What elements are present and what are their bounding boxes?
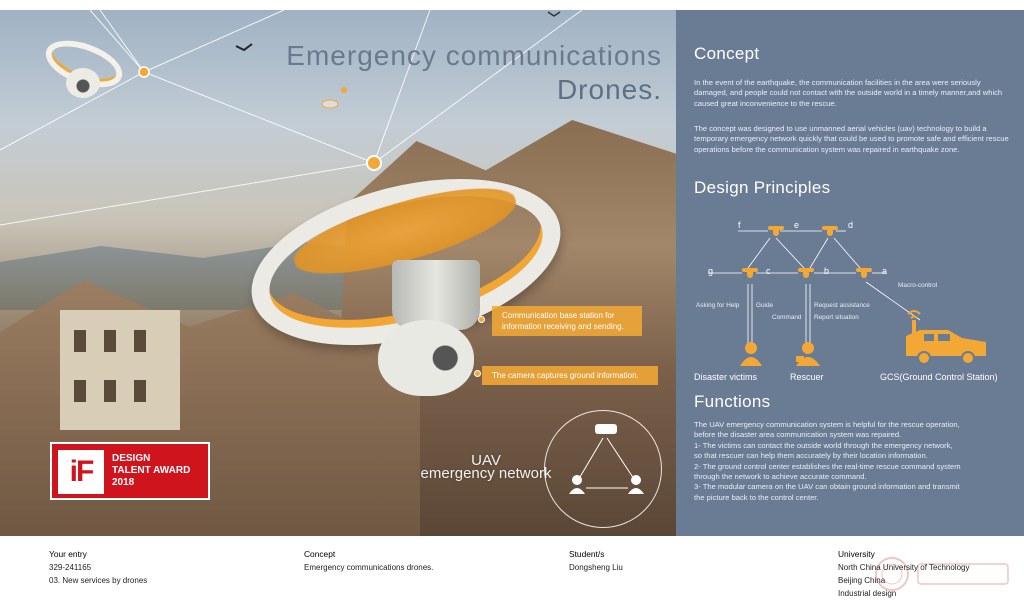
- rescuer-label: Rescuer: [790, 372, 824, 382]
- callout-dot: [478, 316, 485, 323]
- principles-diagram: [676, 210, 1024, 400]
- award-logo: iF: [58, 450, 104, 494]
- node-label-a: a: [882, 266, 888, 276]
- university-line-1: North China University of Technology: [838, 563, 970, 572]
- functions-line: 1- The victims can contact the outside world through the emergency network,: [694, 440, 953, 450]
- hero-image: [0, 10, 676, 536]
- node-label-e: e: [794, 220, 800, 230]
- concept-paragraph-2: The concept was designed to use unmanned aerial vehicles (uav) technology to build a temporary emergency network quickly that could be used to promote safe and efficient rescue operations before the communication system was repaired in earthquake zone.: [694, 124, 1009, 154]
- functions-line: so that rescuer can help them accurately by their location information.: [694, 451, 928, 461]
- functions-line: The UAV emergency communication system is helpful for the rescue operation,: [694, 420, 960, 429]
- bird-icon: [236, 44, 252, 50]
- drone-body: [392, 260, 480, 330]
- command-label: Command: [772, 314, 802, 321]
- entry-category: 03. New services by drones: [49, 576, 148, 585]
- drone-icon: [798, 268, 814, 278]
- functions-line: 3- The modular camera on the UAV can obtain ground information and transmit: [694, 482, 960, 492]
- university-label: University: [838, 549, 875, 559]
- request-assistance-label: Request assistance: [814, 302, 870, 309]
- callout-camera: The camera captures ground information.: [482, 366, 658, 385]
- footer-concept: [304, 548, 433, 574]
- vehicle-icon: [902, 306, 992, 366]
- student-value: Dongsheng Liu: [569, 563, 623, 572]
- watermark-logo: [872, 554, 1020, 594]
- award-line-3: 2018: [112, 477, 135, 488]
- functions-line: through the network to achieve accurate command.: [694, 472, 867, 482]
- drone-icon: [768, 226, 784, 236]
- hero-subtitle: Drones.: [556, 74, 662, 105]
- entry-label: Your entry: [49, 549, 87, 559]
- callout-dot: [474, 370, 481, 377]
- award-line-1: DESIGN: [112, 453, 151, 464]
- gcs-label: GCS(Ground Control Station): [880, 372, 998, 382]
- university-line-2: Beijing China: [838, 576, 886, 585]
- principles-heading: Design Principles: [694, 178, 831, 197]
- network-label-line-1: UAV: [471, 452, 501, 469]
- drone-icon: [856, 268, 872, 278]
- rescuer-icon: [794, 340, 822, 366]
- report-situation-label: Report situation: [814, 314, 859, 321]
- hero-title: Emergency communications: [286, 40, 662, 71]
- wifi-icon: [908, 311, 920, 314]
- functions-heading: Functions: [694, 392, 771, 411]
- functions-line: before the disaster area communication system was repaired.: [694, 430, 902, 440]
- footer-entry: [49, 548, 147, 587]
- concept-paragraph-1: In the event of the earthquake, the communication facilities in the area were seriously damaged, and people could not contact with the outside world in a timely manner,and which caused great inconvenience to the rescue.: [694, 78, 1003, 108]
- footer-student: [569, 548, 623, 574]
- info-panel: [676, 10, 1024, 536]
- university-line-3: Industrial design: [838, 589, 897, 598]
- network-node: [367, 156, 381, 170]
- drone-icon: [742, 268, 758, 278]
- person-icon: [738, 340, 764, 366]
- concept-value: Emergency communications drones.: [304, 563, 434, 572]
- award-badge: [50, 442, 210, 500]
- functions-line: 2- The ground control center establishes the real-time rescue command system: [694, 461, 961, 471]
- guide-label: Guide: [756, 302, 774, 309]
- award-line-2: TALENT AWARD: [112, 465, 191, 476]
- victims-label: Disaster victims: [694, 372, 758, 382]
- node-label-c: c: [766, 266, 771, 276]
- network-node: [139, 67, 149, 77]
- drone-icon: [822, 226, 838, 236]
- node-label-b: b: [824, 266, 830, 276]
- mini-drone-icon: [44, 38, 124, 102]
- node-label-f: f: [738, 220, 741, 230]
- concept-heading: Concept: [694, 44, 760, 63]
- footer: [0, 536, 1024, 608]
- node-label-d: d: [848, 220, 854, 230]
- network-label-line-2: emergency network: [420, 465, 552, 482]
- callout-base-station: Communication base station for information receiving and sending.: [492, 306, 642, 336]
- bird-icon: [548, 12, 560, 16]
- node-label-g: g: [708, 266, 714, 276]
- macro-control-label: Macro-control: [898, 282, 938, 289]
- functions-line: the picture back to the control center.: [694, 492, 819, 502]
- entry-id: 329-241165: [49, 563, 92, 572]
- concept-label: Concept: [304, 549, 336, 559]
- drone-camera: [378, 320, 474, 396]
- network-circle: [544, 410, 662, 528]
- asking-for-help-label: Asking for Help: [696, 302, 740, 309]
- functions-text: [694, 420, 1010, 503]
- student-label: Student/s: [569, 549, 605, 559]
